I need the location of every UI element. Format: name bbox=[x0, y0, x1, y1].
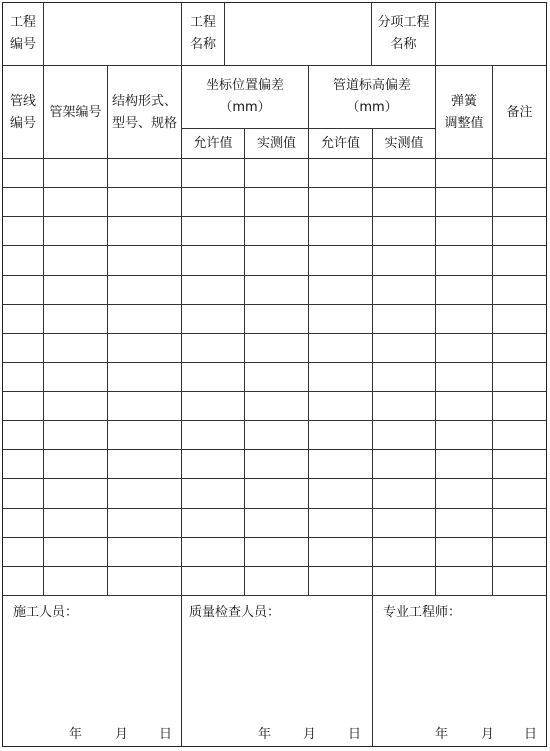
inspector-label: 质量检查人员： bbox=[189, 605, 281, 620]
row-separator bbox=[3, 216, 546, 217]
col-structure: 结构形式、 型号、规格 bbox=[111, 93, 177, 131]
day-label: 日 bbox=[524, 727, 538, 742]
vline-3 bbox=[181, 3, 182, 746]
row-separator bbox=[3, 391, 546, 392]
month-label: 月 bbox=[303, 727, 317, 742]
year-label: 年 bbox=[69, 727, 83, 742]
year-label: 年 bbox=[435, 727, 449, 742]
inspection-form-table bbox=[2, 2, 547, 747]
row-separator bbox=[3, 566, 546, 567]
day-label: 日 bbox=[159, 727, 173, 742]
row-separator bbox=[3, 245, 546, 246]
col-elev-measured: 实测值 bbox=[384, 136, 424, 151]
col-line-no: 管线 编号 bbox=[9, 93, 36, 131]
col-elev-allowed: 允许值 bbox=[320, 136, 360, 151]
row-separator bbox=[3, 275, 546, 276]
col-coord-deviation: 坐标位置偏差 （mm） bbox=[205, 78, 284, 115]
row-separator bbox=[3, 333, 546, 334]
project-no-label: 工程 编号 bbox=[9, 15, 36, 52]
engineer-label: 专业工程师： bbox=[383, 605, 462, 620]
row-separator bbox=[3, 449, 546, 450]
vline-2 bbox=[107, 65, 108, 595]
col-coord-measured: 实测值 bbox=[256, 136, 296, 151]
subitem-name-label: 分项工程 名称 bbox=[377, 15, 430, 52]
project-name-field[interactable] bbox=[225, 3, 371, 65]
project-name-label: 工程 名称 bbox=[189, 15, 216, 52]
row-separator bbox=[3, 537, 546, 538]
vline-5 bbox=[244, 128, 245, 595]
row-separator bbox=[3, 304, 546, 305]
col-spring-adjust: 弹簧 调整值 bbox=[444, 93, 484, 131]
col-coord-allowed: 允许值 bbox=[193, 136, 233, 151]
column-header-divider bbox=[3, 158, 546, 159]
vline-7 bbox=[371, 3, 372, 65]
project-no-field[interactable] bbox=[44, 3, 181, 65]
vline-11 bbox=[492, 65, 493, 595]
year-label: 年 bbox=[258, 727, 272, 742]
day-label: 日 bbox=[348, 727, 362, 742]
col-elev-deviation: 管道标高偏差 （mm） bbox=[332, 78, 411, 115]
signature-divider bbox=[3, 595, 546, 596]
month-label: 月 bbox=[115, 727, 129, 742]
month-label: 月 bbox=[481, 727, 495, 742]
col-support-no: 管架编号 bbox=[49, 104, 102, 120]
col-remark: 备注 bbox=[506, 104, 533, 120]
vline-9 bbox=[372, 595, 373, 746]
vline-8 bbox=[372, 128, 373, 595]
row-separator bbox=[3, 478, 546, 479]
constructor-label: 施工人员： bbox=[13, 605, 79, 620]
row-separator bbox=[3, 508, 546, 509]
header-divider bbox=[3, 65, 546, 66]
row-separator bbox=[3, 187, 546, 188]
vline-4 bbox=[224, 3, 225, 65]
subitem-name-field[interactable] bbox=[436, 3, 546, 65]
vline-10 bbox=[435, 3, 436, 595]
row-separator bbox=[3, 420, 546, 421]
row-separator bbox=[3, 362, 546, 363]
vline-1 bbox=[43, 3, 44, 595]
vline-6 bbox=[308, 65, 309, 595]
